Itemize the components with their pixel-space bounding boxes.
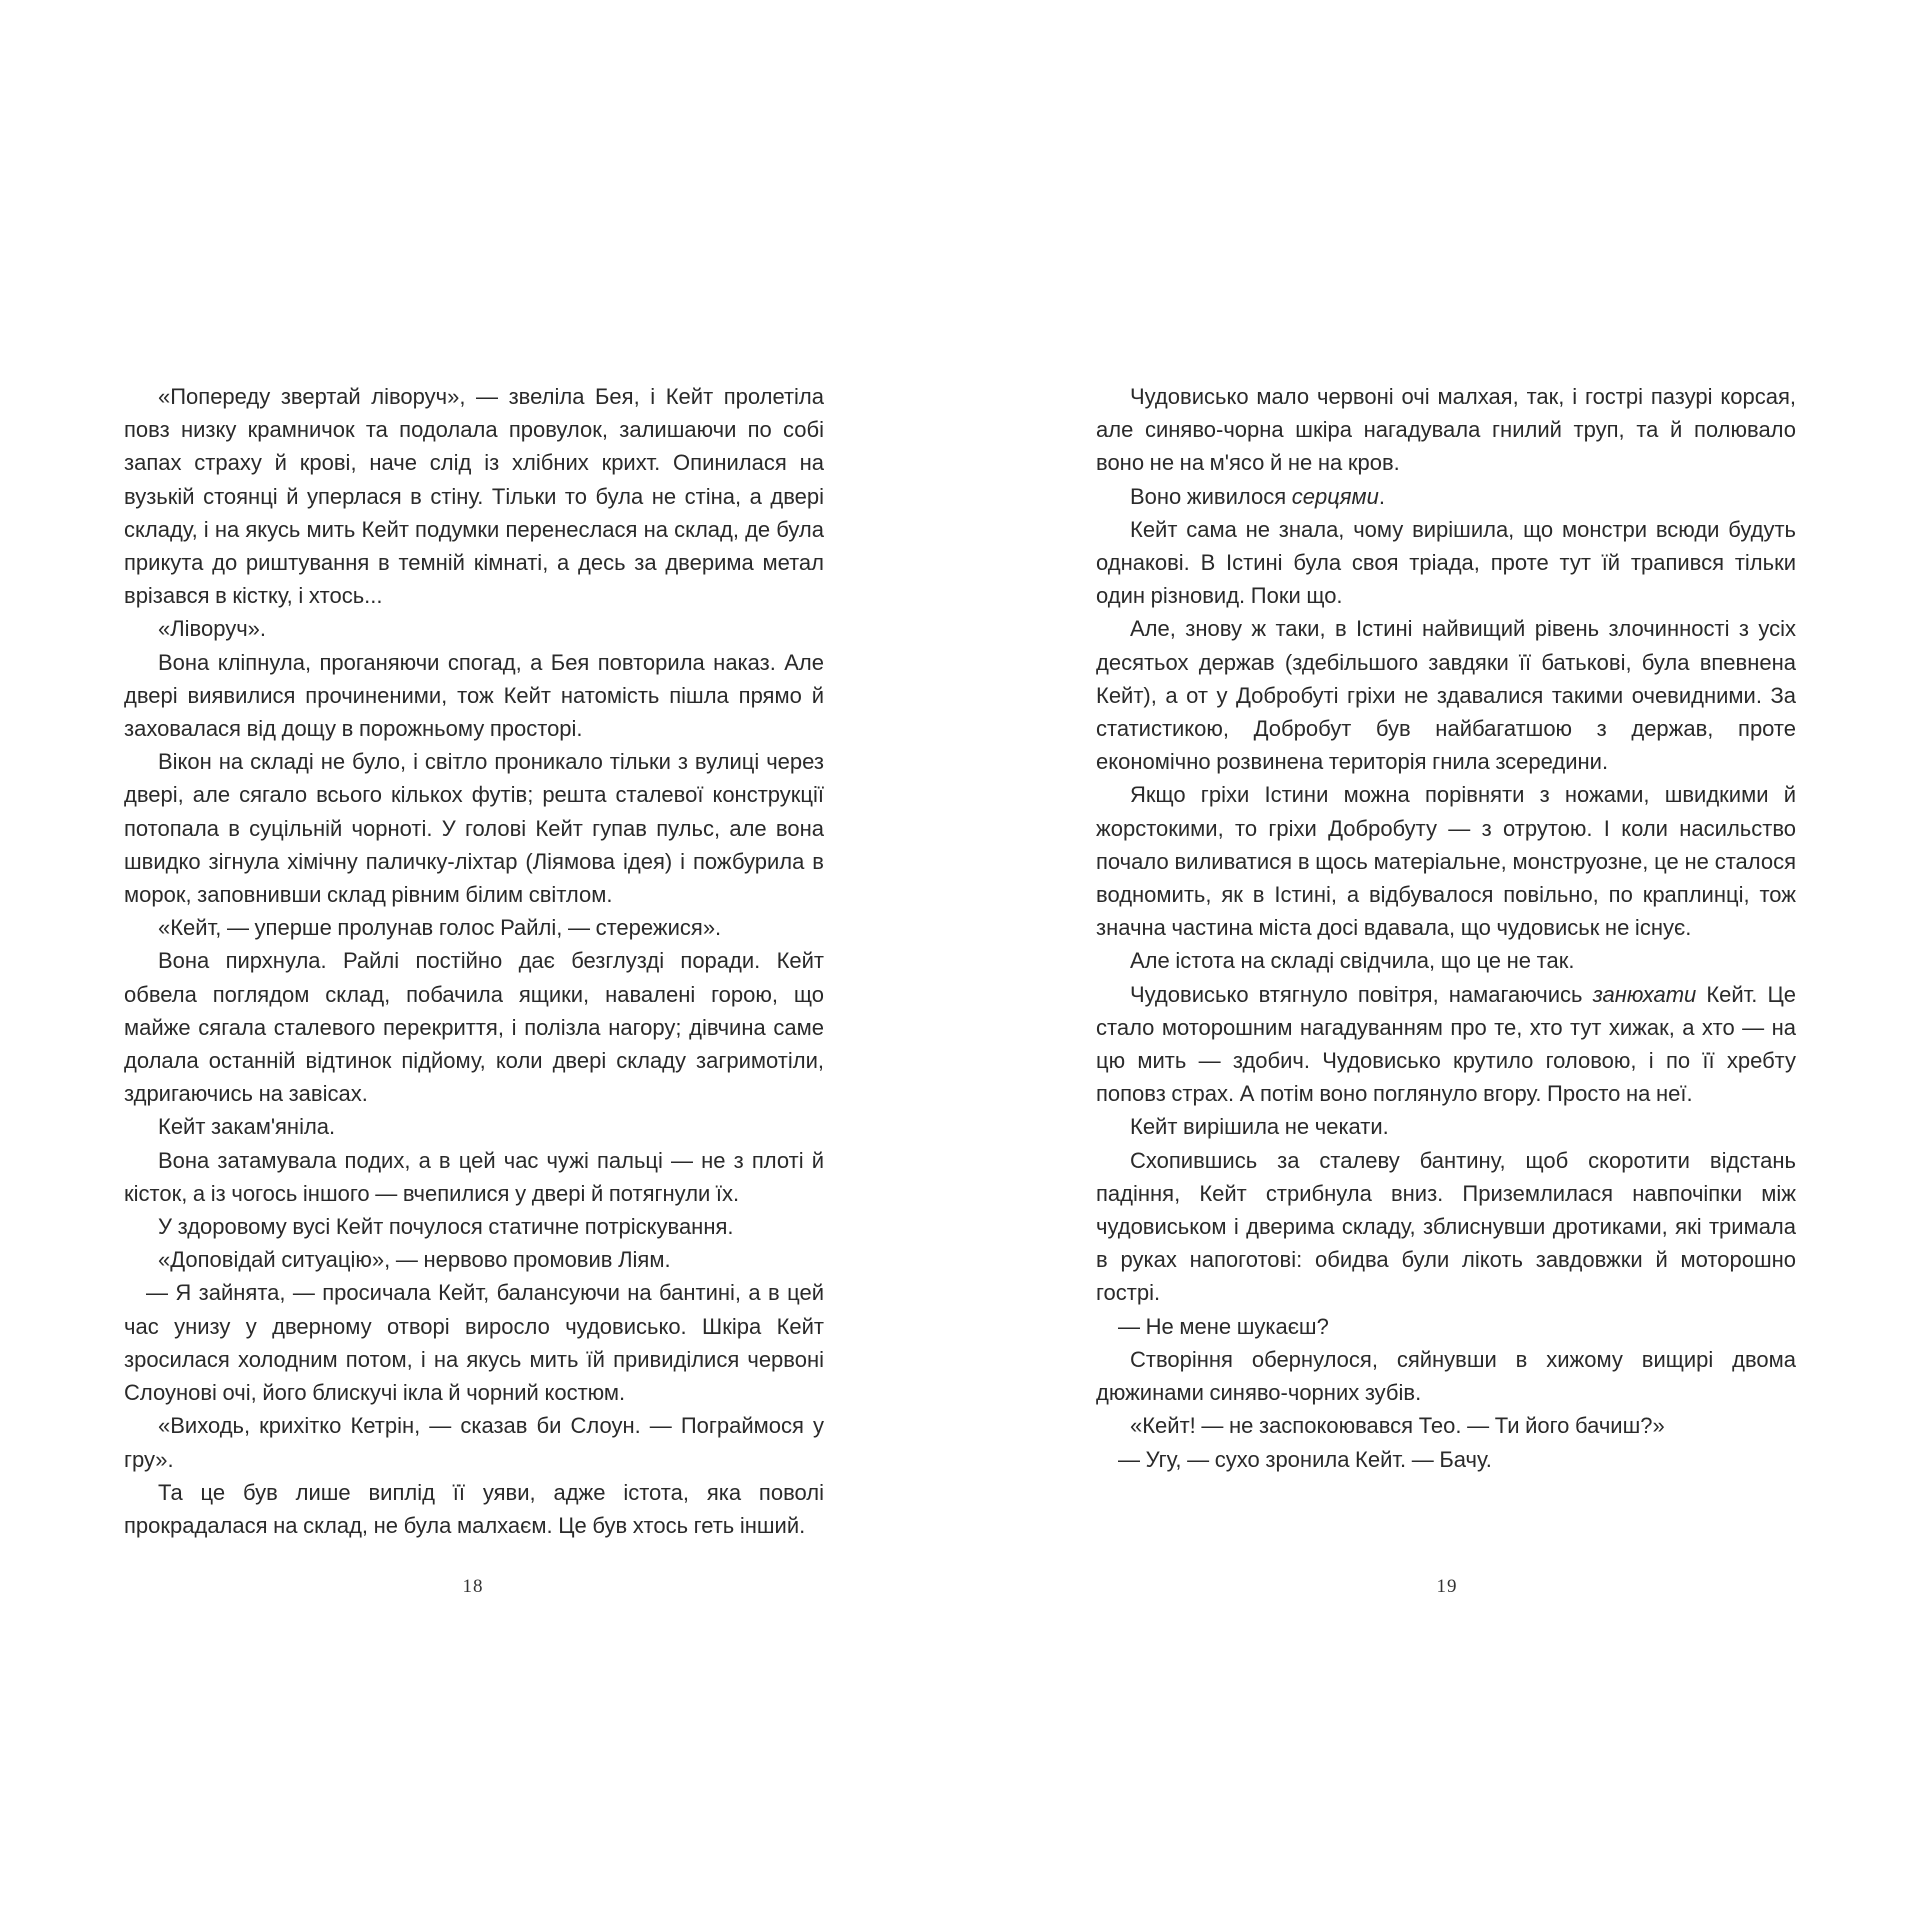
paragraph: Але істота на складі свідчила, що це не так. [1130, 948, 1575, 974]
paragraph: Кейт сама не знала, чому вирішила, що монстри всюди будуть однакові. В Істині була своя тріада, проте тут їй трапився тільки один різновид. Поки що. [1096, 516, 1796, 609]
paragraph: — Не мене шукаєш? [1118, 1313, 1329, 1339]
paragraph: Кейт закам'яніла. [158, 1114, 336, 1140]
paragraph: Створіння обернулося, сяйнувши в хижому вищирі двома дюжинами синяво-чорних зубів. [1096, 1346, 1796, 1406]
paragraph: У здоровому вусі Кейт почулося статичне потріскування. [158, 1214, 734, 1240]
right-page [1096, 380, 1796, 1476]
paragraph: «Попереду звертай ліворуч», — звеліла Бея, і Кейт пролетіла повз низку крамничок та подолала провулок, залишаючи по собі запах страху й крові, наче слід із хлібних крихт. Опинилася на вузькій стоянці й уперлася в стіну. Тільки то була не стіна, а двері складу, і на якусь мить Кейт подумки перенеслася на склад, де була прикута до риштування в темній кімнаті, а десь за дверима метал врізався в кістку, і хтось... [124, 384, 824, 609]
paragraph: «Виходь, крихітко Кетрін, — сказав би Слоун. — Пограймося у гру». [124, 1413, 824, 1472]
text-run: . [1378, 483, 1385, 509]
emphasis: занюхати [1592, 981, 1697, 1007]
text-run: Воно живилося [1130, 483, 1292, 509]
paragraph: «Доповідай ситуацію», — нервово промовив Ліям. [158, 1247, 671, 1273]
paragraph: Та це був лише виплід її уяви, адже істота, яка поволі прокрадалася на склад, не була малхаєм. Це був хтось геть інший. [124, 1479, 824, 1538]
left-page [124, 380, 824, 1542]
paragraph: Кейт вирішила не чекати. [1130, 1114, 1389, 1140]
paragraph: Але, знову ж таки, в Істині найвищий рівень злочинності з усіх десятьох держав (здебільшого завдяки її батькові, була впевнена Кейт), а от у Добробуті гріхи не здавалися такими очевидними. За статистикою, Добробут був найбагатшою з держав, проте економічно розвинена територія гнила зсередини. [1096, 616, 1796, 775]
paragraph: Чудовисько мало червоні очі малхая, так, і гострі пазурі корсая, але синяво-чорна шкіра нагадувала гнилий труп, та й полювало воно не на м'ясо й не на кров. [1096, 384, 1796, 476]
paragraph: Вікон на складі не було, і світло проникало тільки з вулиці через двері, але сягало всього кількох футів; решта сталевої конструкції потопала в суцільній чорноті. У голові Кейт гупав пульс, але вона швидко зігнула хімічну паличку-ліхтар (Ліямова ідея) і пожбурила в морок, заповнивши склад рівним білим світлом. [124, 749, 824, 908]
paragraph: — Угу, — сухо зронила Кейт. — Бачу. [1118, 1446, 1492, 1472]
paragraph: «Кейт! — не заспокоювався Тео. — Ти його бачиш?» [1130, 1413, 1665, 1439]
paragraph: Схопившись за сталеву бантину, щоб скоротити відстань падіння, Кейт стрибнула вниз. Приземлилася навпочіпки між чудовиськом і дверима складу, зблиснувши дротиками, які тримала в руках напоготові: обидва були лікоть завдовжки й моторошно гострі. [1096, 1147, 1796, 1306]
paragraph-with-emphasis [1096, 978, 1796, 1111]
paragraph: «Ліворуч». [158, 616, 267, 642]
paragraph: — Я зайнята, — просичала Кейт, балансуючи на бантині, а в цей час унизу у дверному отворі виросло чудовисько. Шкіра Кейт зросилася холодним потом, і на якусь мить їй привиділися червоні Слоунові очі, його блискучі ікла й чорний костюм. [124, 1280, 824, 1406]
text-run: Чудовисько втягнуло повітря, намагаючись [1130, 981, 1593, 1007]
text-run: Кейт. Це стало моторошним нагадуванням про те, хто тут хижак, а хто — на цю мить — здобич. Чудовисько крутило головою, і по її хребту поповз страх. А потім воно поглянуло вгору. Просто на неї. [1096, 981, 1796, 1107]
page-number-right: 19 [1436, 1576, 1458, 1597]
paragraph: Вона пирхнула. Райлі постійно дає безглузді поради. Кейт обвела поглядом склад, побачила ящики, навалені горою, що майже сягала сталевого перекриття, і полізла нагору; дівчина саме долала останній відтинок підйому, коли двері складу загримотіли, здригаючись на завісах. [124, 948, 824, 1107]
paragraph: Вона затамувала подих, а в цей час чужі пальці — не з плоті й кісток, а із чогось іншого — вчепилися у двері й потягнули їх. [124, 1147, 824, 1206]
paragraph: Вона кліпнула, проганяючи спогад, а Бея повторила наказ. Але двері виявилися прочиненими, тож Кейт натомість пішла прямо й заховалася від дощу в порожньому просторі. [124, 649, 824, 742]
paragraph-with-emphasis [1096, 480, 1796, 513]
paragraph: Якщо гріхи Істини можна порівняти з ножами, швидкими й жорстокими, то гріхи Добробуту — з отрутою. І коли насильство почало виливатися в щось матеріальне, монструозне, це не сталося водномить, як в Істині, а відбувалося повільно, по краплинці, тож значна частина міста досі вдавала, що чудовиськ не існує. [1096, 782, 1796, 941]
page-number-left: 18 [462, 1576, 484, 1597]
paragraph: «Кейт, — уперше пролунав голос Райлі, — стережися». [158, 915, 722, 941]
emphasis: серцями [1291, 483, 1379, 509]
